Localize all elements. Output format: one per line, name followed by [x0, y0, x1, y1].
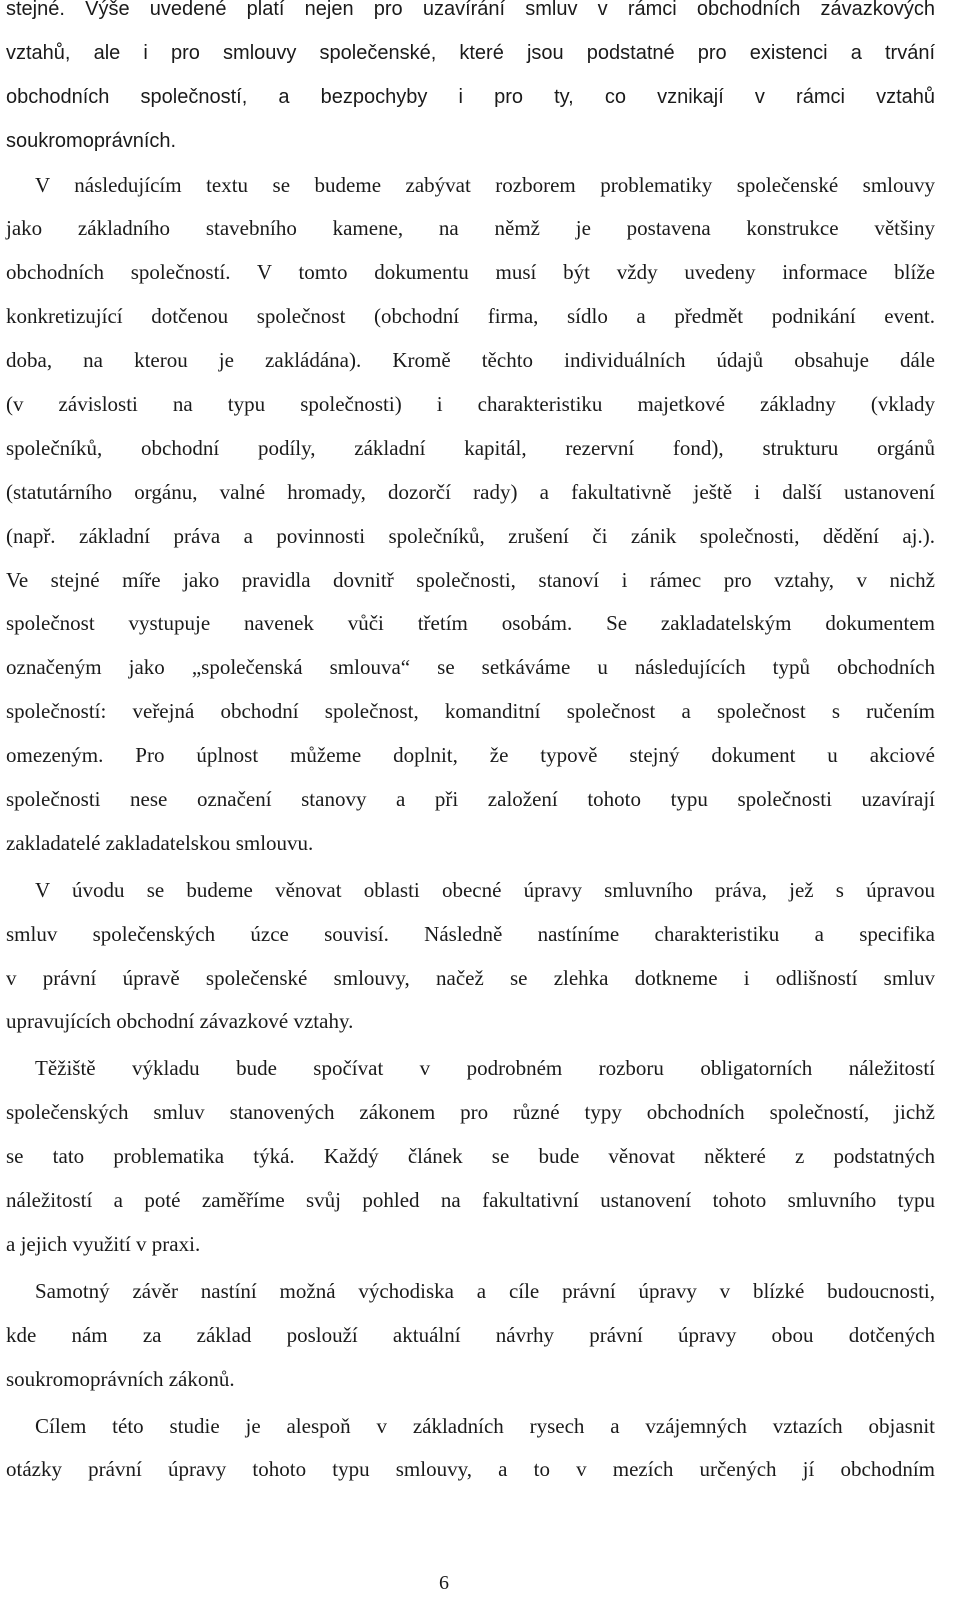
text-line: společenských smluv stanovených zákonem pro různé typy obchodních společností, jichž: [6, 1100, 935, 1125]
text-line: v právní úpravě společenské smlouvy, načež se zlehka dotkneme i odlišností smluv: [6, 965, 935, 990]
text-line: Samotný závěr nastíní možná východiska a cíle právní úpravy v blízké budoucnosti,: [35, 1278, 935, 1303]
text-line: V následujícím textu se budeme zabývat rozborem problematiky společenské smlouvy: [35, 172, 935, 197]
text-line: společnost vystupuje navenek vůči třetím osobám. Se zakladatelským dokumentem: [6, 611, 935, 636]
text-line: otázky právní úpravy tohoto typu smlouvy, a to v mezích určených jí obchodním: [6, 1457, 935, 1482]
text-line: společníků, obchodní podíly, základní kapitál, rezervní fond), strukturu orgánů: [6, 435, 935, 460]
text-line: náležitostí a poté zaměříme svůj pohled na fakultativní ustanovení tohoto smluvního typu: [6, 1188, 935, 1213]
text-line: se tato problematika týká. Každý článek se bude věnovat některé z podstatných: [6, 1144, 935, 1169]
text-line: V úvodu se budeme věnovat oblasti obecné úpravy smluvního práva, jež s úpravou: [35, 877, 935, 902]
text-line: zakladatelé zakladatelskou smlouvu.: [6, 830, 314, 855]
text-line: (např. základní práva a povinnosti společníků, zrušení či zánik společnosti, dědění aj.).: [6, 523, 935, 548]
text-line: soukromoprávních.: [6, 129, 177, 152]
text-line: konkretizující dotčenou společnost (obchodní firma, sídlo a předmět podnikání event.: [6, 304, 935, 329]
document-page: [6, 0, 935, 1492]
text-line: Ve stejné míře jako pravidla dovnitř společnosti, stanoví i rámec pro vztahy, v nichž: [6, 567, 935, 592]
text-line: kde nám za základ poslouží aktuální návrhy právní úpravy obou dotčených: [6, 1322, 935, 1347]
text-line: Těžiště výkladu bude spočívat v podrobném rozboru obligatorních náležitostí: [35, 1056, 935, 1081]
page-number: 6: [439, 1572, 449, 1594]
text-line: a jejich využití v praxi.: [6, 1231, 201, 1256]
text-line: společnosti nese označení stanovy a při založení tohoto typu společnosti uzavírají: [6, 787, 935, 812]
text-line: vztahů, ale i pro smlouvy společenské, které jsou podstatné pro existenci a trvání: [6, 41, 935, 64]
text-line: stejné. Výše uvedené platí nejen pro uzavírání smluv v rámci obchodních závazkových: [6, 0, 935, 20]
text-line: obchodních společností. V tomto dokumentu musí být vždy uvedeny informace blíže: [6, 260, 935, 285]
text-line: jako základního stavebního kamene, na němž je postavena konstrukce většiny: [6, 216, 935, 241]
text-line: omezeným. Pro úplnost můžeme doplnit, že typově stejný dokument u akciové: [6, 743, 935, 768]
text-line: obchodních společností, a bezpochyby i pro ty, co vznikají v rámci vztahů: [6, 85, 935, 108]
text-line: smluv společenských úzce souvisí. Následně nastíníme charakteristiku a specifika: [6, 921, 935, 946]
text-line: Cílem této studie je alespoň v základních rysech a vzájemných vztazích objasnit: [35, 1413, 935, 1438]
text-line: označeným jako „společenská smlouva“ se setkáváme u následujících typů obchodních: [6, 655, 935, 680]
text-line: (statutárního orgánu, valné hromady, dozorčí rady) a fakultativně ještě i další ustanovení: [6, 479, 935, 504]
text-line: upravujících obchodní závazkové vztahy.: [6, 1009, 354, 1034]
text-line: společností: veřejná obchodní společnost, komanditní společnost a společnost s ručením: [6, 699, 935, 724]
text-line: (v závislosti na typu společnosti) i charakteristiku majetkové základny (vklady: [6, 392, 935, 417]
text-line: doba, na kterou je zakládána). Kromě těchto individuálních údajů obsahuje dále: [6, 348, 935, 373]
text-line: soukromoprávních zákonů.: [6, 1366, 235, 1391]
